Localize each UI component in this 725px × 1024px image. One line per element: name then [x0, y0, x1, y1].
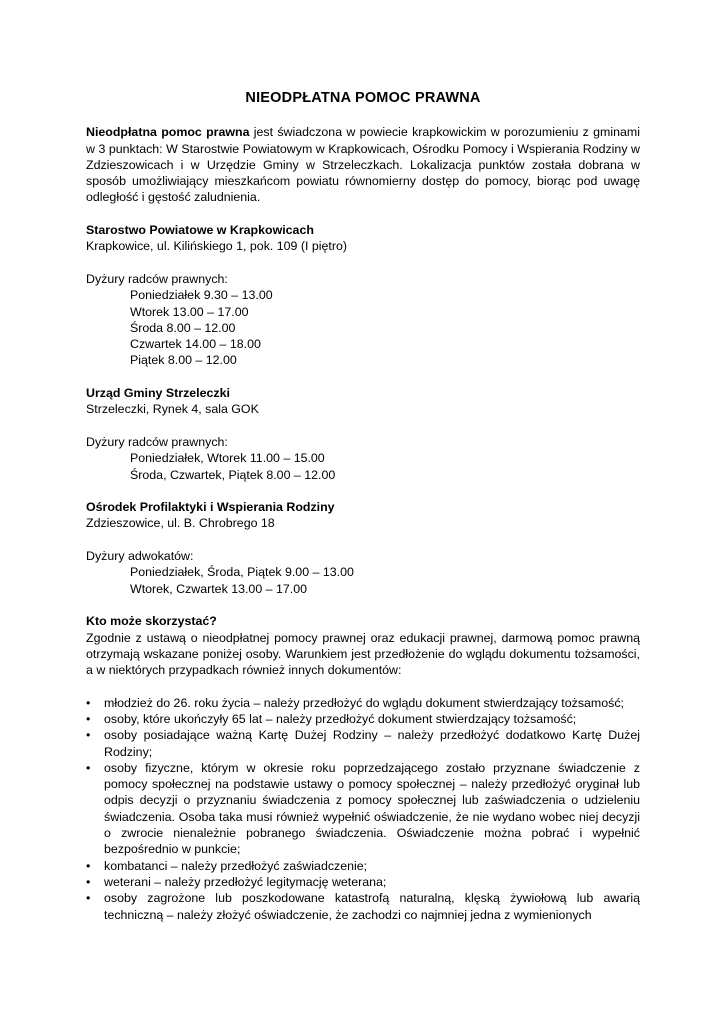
eligibility-heading: Kto może skorzystać? — [86, 614, 217, 629]
duty-hours: Środa, Czwartek, Piątek 8.00 – 12.00 — [130, 467, 336, 482]
bullet-icon: • — [86, 728, 91, 743]
location-name: Urząd Gminy Strzeleczki — [86, 386, 230, 401]
bullet-icon: • — [86, 711, 91, 726]
duty-hours: Poniedziałek, Wtorek 11.00 – 15.00 — [130, 451, 325, 466]
duty-hours: Wtorek 13.00 – 17.00 — [130, 304, 249, 319]
duty-hours: Poniedziałek, Środa, Piątek 9.00 – 13.00 — [130, 565, 354, 580]
list-item: • kombatanci – należy przedłożyć zaświadczenie; — [86, 858, 368, 873]
duty-label: Dyżury adwokatów: — [86, 549, 194, 564]
location-name: Ośrodek Profilaktyki i Wspierania Rodziny — [86, 500, 335, 515]
duty-hours: Piątek 8.00 – 12.00 — [130, 353, 237, 368]
location-zdzieszowice — [86, 499, 640, 597]
intro-paragraph — [86, 124, 640, 205]
bullet-icon: • — [86, 874, 91, 889]
bullet-icon: • — [86, 695, 91, 710]
bullet-icon: • — [86, 858, 91, 873]
list-item: • weterani – należy przedłożyć legitymację weterana; — [86, 874, 387, 889]
location-strzeleczki — [86, 385, 640, 483]
list-item: • osoby zagrożone lub poszkodowane katastrofą naturalną, klęską żywiołową lub awarią techniczną – należy złożyć oświadczenie, że zachodzi co najmniej jedna z wymienionych — [86, 891, 640, 922]
intro-bold-term: Nieodpłatna pomoc prawna — [86, 125, 250, 140]
duty-hours: Poniedziałek 9.30 – 13.00 — [130, 288, 273, 303]
intro-text: jest świadczona w powiecie krapkowickim w porozumieniu z gminami w 3 punktach: W Starostwie Powiatowym w Krapkowicach, Ośrodku Pomocy i Wspierania Rodziny w Zdzieszowicach i w Urzędzie Gminy w Strzeleczkach. Lokalizacja punktów została dobrana w sposób umożliwiający mieszkańcom powiatu równomierny dostęp do pomocy, biorąc pod uwagę odległość i gęstość zaludnienia. — [86, 125, 640, 205]
duty-label: Dyżury radców prawnych: — [86, 434, 228, 449]
list-item: • osoby fizyczne, którym w okresie roku poprzedzającego zostało przyznane świadczenie z pomocy społecznej na podstawie ustawy o pomocy społecznej – należy przedłożyć oryginał lub odpis decyzji o przyznaniu świadczenia z pomocy społecznej lub zaświadczenia o udzieleniu świadczenia. Osoba taka musi również wypełnić oświadczenie, że nie wydano wobec niej decyzji o zwrocie nienależnie pobranego świadczenia. Oświadczenie można pobrać i wypełnić bezpośrednio w punkcie; — [86, 760, 640, 857]
duty-hours: Czwartek 14.00 – 18.00 — [130, 337, 261, 352]
bullet-icon: • — [86, 760, 91, 775]
location-starostwo — [86, 222, 640, 369]
list-item: • osoby, które ukończyły 65 lat – należy przedłożyć dokument stwierdzający tożsamość; — [86, 711, 577, 726]
list-item: • osoby posiadające ważną Kartę Dużej Rodziny – należy przedłożyć dodatkowo Kartę Dużej Rodziny; — [86, 728, 640, 759]
duty-hours: Środa 8.00 – 12.00 — [130, 320, 236, 335]
list-item: • młodzież do 26. roku życia – należy przedłożyć do wglądu dokument stwierdzający tożsamość; — [86, 695, 624, 710]
eligibility-list — [86, 695, 640, 923]
bullet-icon: • — [86, 891, 91, 906]
duty-hours: Wtorek, Czwartek 13.00 – 17.00 — [130, 581, 307, 596]
document-page — [86, 90, 640, 923]
location-address: Zdzieszowice, ul. B. Chrobrego 18 — [86, 516, 275, 531]
page-title: NIEODPŁATNA POMOC PRAWNA — [245, 90, 481, 106]
location-address: Strzeleczki, Rynek 4, sala GOK — [86, 402, 259, 417]
eligibility-section — [86, 613, 640, 923]
location-address: Krapkowice, ul. Kilińskiego 1, pok. 109 (I piętro) — [86, 239, 348, 254]
eligibility-text: Zgodnie z ustawą o nieodpłatnej pomocy prawnej oraz edukacji prawnej, darmową pomoc prawną otrzymają wskazane poniżej osoby. Warunkiem jest przedłożenie do wglądu dokumentu tożsamości, a w niektórych przypadkach również innych dokumentów: — [86, 630, 640, 678]
location-name: Starostwo Powiatowe w Krapkowicach — [86, 223, 314, 238]
duty-label: Dyżury radców prawnych: — [86, 271, 228, 286]
